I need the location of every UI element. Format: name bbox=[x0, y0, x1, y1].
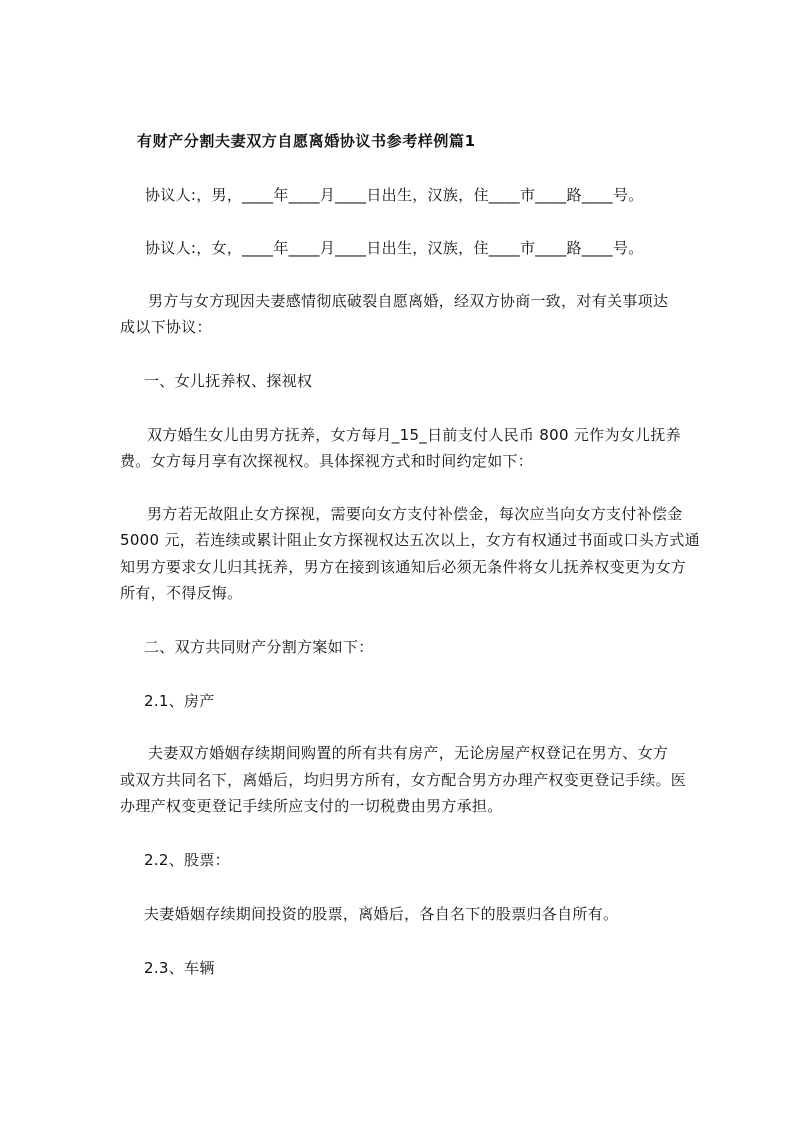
section1-para2-line-4: 所有，不得反悔。 bbox=[120, 584, 243, 602]
subsection-2-1-heading: 2.1、房产 bbox=[144, 692, 215, 710]
section1-para2-line-3: 知男方要求女儿归其抚养，男方在接到该通知后必须无条件将女儿抚养权变更为女方 bbox=[120, 558, 687, 576]
section2-heading: 二、双方共同财产分割方案如下： bbox=[144, 638, 374, 656]
subsection-2-2-para: 夫妻婚姻存续期间投资的股票，离婚后，各自名下的股票归各自所有。 bbox=[144, 905, 619, 923]
subsection-2-1-line-3: 办理产权变更登记手续所应支付的一切税费由男方承担。 bbox=[120, 797, 503, 815]
section1-para1-line-2: 费。女方每月享有次探视权。具体探视方式和时间约定如下： bbox=[120, 452, 534, 470]
subsection-2-1-line-2: 或双方共同名下，离婚后，均归男方所有，女方配合男方办理产权变更登记手续。医 bbox=[120, 771, 687, 789]
section1-heading: 一、女儿抚养权、探视权 bbox=[144, 372, 313, 390]
section1-para2-line-1: 男方若无故阻止女方探视，需要向女方支付补偿金，每次应当向女方支付补偿金 bbox=[147, 505, 683, 523]
section1-para1-line-1: 双方婚生女儿由男方抚养，女方每月_15_日前支付人民币 800 元作为女儿抚养 bbox=[147, 426, 681, 444]
section1-para2-line-2: 5000 元，若连续或累计阻止女方探视权达五次以上，女方有权通过书面或口头方式通 bbox=[120, 531, 700, 549]
subsection-2-1-line-1: 夫妻双方婚姻存续期间购置的所有共有房产，无论房屋产权登记在男方、女方 bbox=[148, 744, 669, 762]
subsection-2-3-heading: 2.3、车辆 bbox=[144, 959, 215, 977]
party-female-line: 协议人:，女，____年____月____日出生，汉族，住____市____路____号。 bbox=[145, 239, 644, 257]
subsection-2-2-heading: 2.2、股票： bbox=[144, 851, 230, 869]
intro-line-2: 成以下协议： bbox=[120, 318, 212, 336]
party-male-line: 协议人:，男，____年____月____日出生，汉族，住____市____路____号。 bbox=[145, 186, 644, 204]
intro-line-1: 男方与女方现因夫妻感情彻底破裂自愿离婚，经双方协商一致，对有关事项达 bbox=[148, 292, 669, 310]
document-title: 有财产分割夫妻双方自愿离婚协议书参考样例篇1 bbox=[137, 132, 476, 150]
